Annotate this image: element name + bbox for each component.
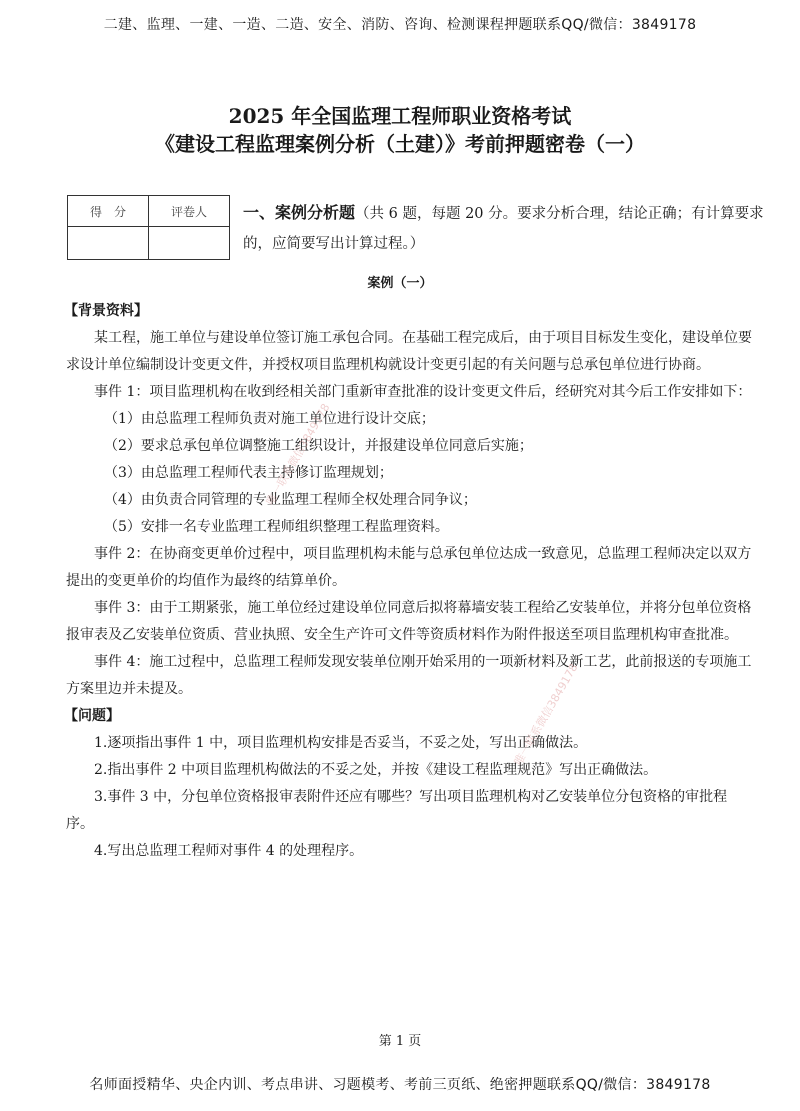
- event-4: 事件 4：施工过程中，总监理工程师发现安装单位刚开始采用的一项新材料及新工艺，此前报送的专项施工方案里边并未提及。: [66, 654, 752, 697]
- grader-cell: [149, 227, 230, 260]
- question-item: 1.逐项指出事件 1 中，项目监理机构安排是否妥当，不妥之处，写出正确做法。: [94, 735, 588, 751]
- question-item: 3.事件 3 中，分包单位资格报审表附件还应有哪些？写出项目监理机构对乙安装单位分包资格的审批程序。: [66, 789, 728, 832]
- event-1-item: （5）安排一名专业监理工程师组织整理工程监理资料。: [104, 519, 449, 535]
- case-title: 案例（一）: [367, 276, 433, 291]
- paper-title: 《建设工程监理案例分析（土建）》考前押题密卷（一）: [155, 132, 645, 156]
- section-description: （共 6 题，每题 20 分。要求分析合理，结论正确；有计算要求的，应简要写出计算过程。）: [243, 206, 764, 252]
- event-1-item: （2）要求总承包单位调整施工组织设计，并报建设单位同意后实施；: [104, 438, 533, 454]
- background-intro: 某工程，施工单位与建设单位签订施工承包合同。在基础工程完成后，由于项目目标发生变化，建设单位要求设计单位编制设计变更文件，并授权项目监理机构就设计变更引起的有关问题与总承包单位进行协商。: [66, 330, 752, 373]
- event-2: 事件 2：在协商变更单价过程中，项目监理机构未能与总承包单位达成一致意见，总监理工程师决定以双方提出的变更单价的均值作为最终的结算单价。: [66, 546, 752, 589]
- watermark-stamp: 唯一联系微信3849178: [511, 661, 581, 768]
- exam-title: 2025 年全国监理工程师职业资格考试: [228, 104, 572, 128]
- bottom-banner: 名师面授精华、央企内训、考点串讲、习题模考、考前三页纸、绝密押题联系QQ/微信：3849178: [89, 1077, 711, 1093]
- section-title: 一、案例分析题: [243, 203, 356, 222]
- score-header: 得 分: [68, 196, 149, 227]
- case-content: [66, 298, 754, 865]
- event-1-item: （1）由总监理工程师负责对施工单位进行设计交底；: [104, 411, 435, 427]
- question-item: 4.写出总监理工程师对事件 4 的处理程序。: [94, 843, 364, 859]
- score-table: [67, 195, 230, 260]
- watermark-stamp: 唯一联系微信3849178: [263, 401, 333, 508]
- question-item: 2.指出事件 2 中项目监理机构做法的不妥之处，并按《建设工程监理规范》写出正确做法。: [94, 762, 658, 778]
- event-1-item: （3）由总监理工程师代表主持修订监理规划；: [104, 465, 393, 481]
- page-number: 第 1 页: [378, 1034, 422, 1049]
- event-1-item: （4）由负责合同管理的专业监理工程师全权处理合同争议；: [104, 492, 477, 508]
- section-heading: [243, 198, 783, 259]
- event-1: 事件 1：项目监理机构在收到经相关部门重新审查批准的设计变更文件后，经研究对其今后工作安排如下：: [94, 384, 752, 400]
- background-header: 【背景资料】: [64, 303, 148, 319]
- event-3: 事件 3：由于工期紧张，施工单位经过建设单位同意后拟将幕墙安装工程给乙安装单位，并将分包单位资格报审表及乙安装单位资质、营业执照、安全生产许可文件等资质材料作为附件报送至项目监理机构审查批准。: [66, 600, 752, 643]
- top-banner: 二建、监理、一建、一造、二造、安全、消防、咨询、检测课程押题联系QQ/微信：3849178: [103, 17, 697, 33]
- grader-header: 评卷人: [149, 196, 230, 227]
- score-cell: [68, 227, 149, 260]
- questions-header: 【问题】: [64, 708, 120, 724]
